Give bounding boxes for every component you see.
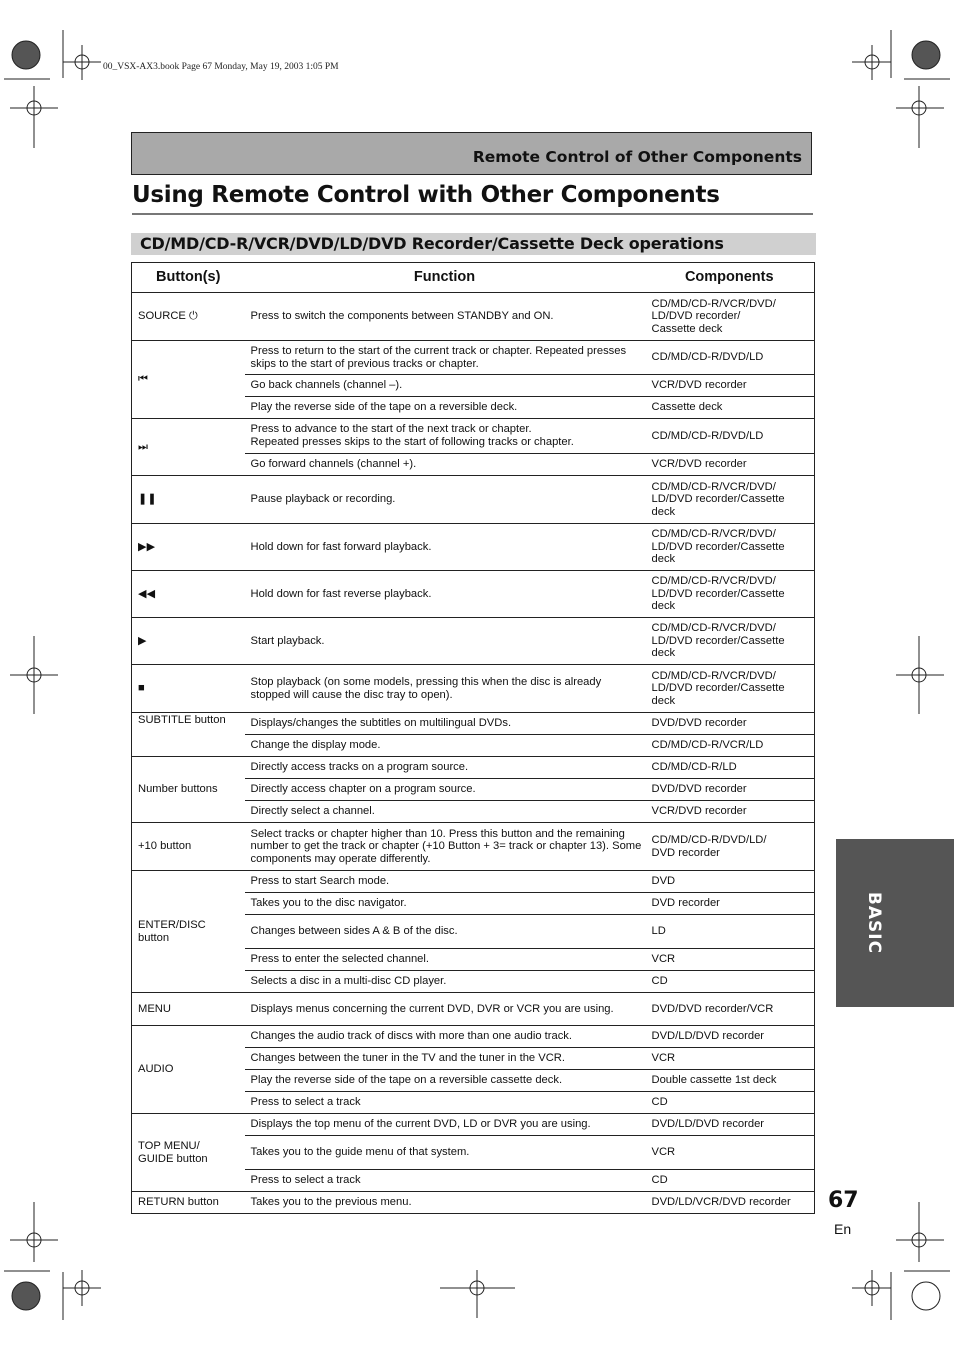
components-cell: DVD/DVD recorder	[645, 713, 815, 735]
table-row	[132, 341, 815, 375]
components-cell: CD/MD/CD-R/DVD/LD	[645, 419, 815, 454]
button-cell: ❚❚	[132, 476, 245, 524]
components-cell: VCR/DVD recorder	[645, 801, 815, 823]
button-cell: +10 button	[132, 823, 245, 871]
button-cell: SUBTITLE button	[132, 713, 245, 735]
components-cell: VCR	[645, 1048, 815, 1070]
components-cell: CD/MD/CD-R/DVD/LD/ DVD recorder	[645, 823, 815, 871]
function-cell: Displays/changes the subtitles on multilingual DVDs.	[245, 713, 645, 735]
function-cell: Press to switch the components between STANDBY and ON.	[245, 293, 645, 341]
button-cell: ◀◀	[132, 571, 245, 618]
components-cell: CD/MD/CD-R/VCR/DVD/ LD/DVD recorder/Cassette deck	[645, 665, 815, 713]
file-header: 00_VSX-AX3.book Page 67 Monday, May 19, 2003 1:05 PM	[103, 62, 339, 72]
function-cell: Displays the top menu of the current DVD, LD or DVR you are using.	[245, 1114, 645, 1136]
function-cell: Changes between sides A & B of the disc.	[245, 915, 645, 949]
button-cell: ⏭	[132, 419, 245, 476]
button-cell: ▶▶	[132, 524, 245, 571]
function-cell: Changes between the tuner in the TV and the tuner in the VCR.	[245, 1048, 645, 1070]
section-subtitle: CD/MD/CD-R/VCR/DVD/LD/DVD Recorder/Cassette Deck operations	[131, 233, 816, 255]
components-cell: DVD/DVD recorder	[645, 779, 815, 801]
components-cell: DVD/LD/VCR/DVD recorder	[645, 1192, 815, 1214]
table-row	[132, 735, 815, 757]
section-header: Remote Control of Other Components	[472, 148, 802, 166]
components-cell: LD	[645, 915, 815, 949]
components-cell: CD/MD/CD-R/VCR/DVD/ LD/DVD recorder/ Cassette deck	[645, 293, 815, 341]
table-row	[132, 665, 815, 713]
table-body	[132, 293, 815, 1214]
table-row	[132, 713, 815, 735]
components-cell: DVD recorder	[645, 893, 815, 915]
components-cell: CD/MD/CD-R/VCR/DVD/ LD/DVD recorder/Cassette deck	[645, 524, 815, 571]
components-cell: Cassette deck	[645, 397, 815, 419]
function-cell: Hold down for fast forward playback.	[245, 524, 645, 571]
table-row	[132, 524, 815, 571]
components-cell: DVD	[645, 871, 815, 893]
column-header-components: Components	[645, 263, 815, 293]
function-cell: Directly access chapter on a program source.	[245, 779, 645, 801]
function-cell: Takes you to the disc navigator.	[245, 893, 645, 915]
table-row	[132, 993, 815, 1026]
registration-target	[912, 1282, 940, 1310]
function-cell: Start playback.	[245, 618, 645, 665]
table-row	[132, 476, 815, 524]
button-cell: ENTER/DISC button	[132, 871, 245, 993]
button-cell: AUDIO	[132, 1026, 245, 1114]
components-cell: CD	[645, 1092, 815, 1114]
function-cell: Displays menus concerning the current DVD, DVR or VCR you are using.	[245, 993, 645, 1026]
button-cell: ■	[132, 665, 245, 713]
table-row	[132, 1192, 815, 1214]
function-cell: Hold down for fast reverse playback.	[245, 571, 645, 618]
components-cell: CD/MD/CD-R/DVD/LD	[645, 341, 815, 375]
function-cell: Press to advance to the start of the next track or chapter. Repeated presses skips to the start of following tracks or chapter.	[245, 419, 645, 454]
button-cell: Number buttons	[132, 757, 245, 823]
components-cell: DVD/LD/DVD recorder	[645, 1114, 815, 1136]
table-row	[132, 571, 815, 618]
button-cell: ▶	[132, 618, 245, 665]
table-row	[132, 618, 815, 665]
function-cell: Stop playback (on some models, pressing this when the disc is already stopped will cause the disc tray to open).	[245, 665, 645, 713]
page-language: En	[834, 1221, 852, 1237]
column-header-buttons: Button(s)	[132, 263, 245, 293]
function-cell: Changes the audio track of discs with more than one audio track.	[245, 1026, 645, 1048]
button-cell: RETURN button	[132, 1192, 245, 1214]
components-cell: CD/MD/CD-R/VCR/DVD/ LD/DVD recorder/Cassette deck	[645, 476, 815, 524]
function-cell: Go back channels (channel –).	[245, 375, 645, 397]
components-cell: CD/MD/CD-R/LD	[645, 757, 815, 779]
page-number: 67	[828, 1188, 859, 1213]
function-cell: Directly access tracks on a program source.	[245, 757, 645, 779]
components-cell: VCR/DVD recorder	[645, 454, 815, 476]
components-cell: VCR/DVD recorder	[645, 375, 815, 397]
function-cell: Go forward channels (channel +).	[245, 454, 645, 476]
components-cell: DVD/LD/DVD recorder	[645, 1026, 815, 1048]
table-header-row	[132, 263, 815, 293]
components-cell: CD	[645, 971, 815, 993]
button-cell: ⏮	[132, 341, 245, 419]
function-cell: Press to return to the start of the current track or chapter. Repeated presses skips to the start of previous tracks or chapter.	[245, 341, 645, 375]
column-header-function: Function	[245, 263, 645, 293]
registration-target	[12, 1282, 40, 1310]
function-cell: Play the reverse side of the tape on a reversible deck.	[245, 397, 645, 419]
table-row	[132, 1026, 815, 1048]
function-cell: Pause playback or recording.	[245, 476, 645, 524]
function-cell: Change the display mode.	[245, 735, 645, 757]
table-row	[132, 757, 815, 779]
components-cell: CD/MD/CD-R/VCR/DVD/ LD/DVD recorder/Cassette deck	[645, 618, 815, 665]
components-cell: DVD/DVD recorder/VCR	[645, 993, 815, 1026]
components-cell: CD/MD/CD-R/VCR/DVD/ LD/DVD recorder/Cassette deck	[645, 571, 815, 618]
components-cell: VCR	[645, 1136, 815, 1170]
button-cell	[132, 735, 245, 757]
function-cell: Press to select a track	[245, 1170, 645, 1192]
components-cell: VCR	[645, 949, 815, 971]
table-row	[132, 871, 815, 893]
button-cell: MENU	[132, 993, 245, 1026]
side-tab-label: BASIC	[864, 891, 884, 955]
table-row	[132, 293, 815, 341]
function-cell: Play the reverse side of the tape on a reversible cassette deck.	[245, 1070, 645, 1092]
registration-target	[912, 41, 940, 69]
table-row	[132, 1114, 815, 1136]
operations-table	[131, 262, 815, 1214]
components-cell: CD	[645, 1170, 815, 1192]
function-cell: Selects a disc in a multi-disc CD player.	[245, 971, 645, 993]
function-cell: Select tracks or chapter higher than 10. Press this button and the remaining number to get the track or chapter (+10 Button + 3= track or chapter 13). Some components may operate differently.	[245, 823, 645, 871]
components-cell: Double cassette 1st deck	[645, 1070, 815, 1092]
function-cell: Directly select a channel.	[245, 801, 645, 823]
button-cell: TOP MENU/ GUIDE button	[132, 1114, 245, 1192]
function-cell: Takes you to the guide menu of that system.	[245, 1136, 645, 1170]
table-row	[132, 419, 815, 454]
components-cell: CD/MD/CD-R/VCR/LD	[645, 735, 815, 757]
registration-target	[12, 41, 40, 69]
function-cell: Press to select a track	[245, 1092, 645, 1114]
table-row	[132, 823, 815, 871]
function-cell: Press to enter the selected channel.	[245, 949, 645, 971]
page-title: Using Remote Control with Other Components	[132, 182, 813, 215]
section-header-bar	[131, 132, 812, 175]
button-cell: SOURCE ⏻	[132, 293, 245, 341]
function-cell: Press to start Search mode.	[245, 871, 645, 893]
function-cell: Takes you to the previous menu.	[245, 1192, 645, 1214]
basic-side-tab	[836, 839, 954, 1007]
